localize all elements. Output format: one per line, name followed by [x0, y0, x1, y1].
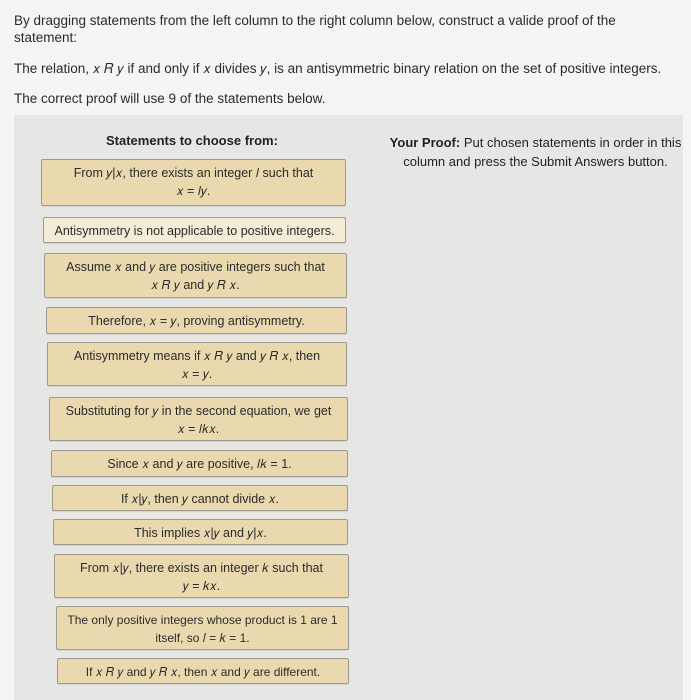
- statement-card[interactable]: [49, 397, 348, 441]
- statement-card[interactable]: [54, 554, 349, 598]
- statement-line: 𝑥 = 𝑙𝑘𝑥.: [177, 422, 220, 436]
- statement-card[interactable]: [56, 606, 349, 650]
- proof-heading-label: Your Proof:: [389, 135, 461, 150]
- statement-card[interactable]: [43, 217, 346, 243]
- statement-line: Substituting for 𝑦 in the second equation, we get: [65, 404, 332, 418]
- statement-line: 𝑦 = 𝑘𝑥.: [182, 579, 221, 593]
- statement-line: If 𝑥 𝑅 𝑦 and 𝑦 𝑅 𝑥, then 𝑥 and 𝑦 are different.: [85, 665, 321, 679]
- statement-card[interactable]: [51, 450, 348, 477]
- statement-card[interactable]: [44, 253, 347, 298]
- statement-line: Therefore, 𝑥 = 𝑦, proving antisymmetry.: [88, 314, 305, 328]
- statement-line: itself, so 𝑙 = 𝑘 = 1.: [155, 631, 250, 645]
- statement-card[interactable]: [57, 658, 349, 684]
- statement-line: The only positive integers whose product is 1 are 1: [67, 613, 338, 627]
- statement-line: Since 𝑥 and 𝑦 are positive, 𝑙𝑘 = 1.: [107, 457, 292, 471]
- instruction-line: By dragging statements from the left column to the right column below, construct a valide proof of the statement:: [14, 13, 616, 45]
- statement-line: 𝑥 = 𝑦.: [181, 367, 213, 381]
- proof-heading-instructions: Put chosen statements in order in this column and press the Submit Answers button.: [403, 135, 682, 169]
- statement-line: From 𝑦|𝑥, there exists an integer 𝑙 such that: [73, 166, 314, 180]
- statement-to-prove: The relation, 𝑥 𝑅 𝑦 if and only if 𝑥 divides 𝑦, is an antisymmetric binary relation on the set of positive integers.: [14, 61, 662, 76]
- statement-line: Antisymmetry is not applicable to positive integers.: [54, 224, 335, 238]
- proof-column-heading[interactable]: [388, 133, 683, 171]
- statement-card[interactable]: [46, 307, 347, 334]
- statement-card[interactable]: [41, 159, 346, 206]
- choose-column-heading: Statements to choose from:: [106, 133, 278, 148]
- statement-line: This implies 𝑥|𝑦 and 𝑦|𝑥.: [134, 526, 267, 540]
- statement-card[interactable]: [53, 519, 348, 545]
- statement-count-note: The correct proof will use 9 of the statements below.: [14, 91, 326, 106]
- statement-line: If 𝑥|𝑦, then 𝑦 cannot divide 𝑥.: [120, 492, 280, 506]
- statement-line: Antisymmetry means if 𝑥 𝑅 𝑦 and 𝑦 𝑅 𝑥, then: [73, 349, 321, 363]
- statement-card[interactable]: [47, 342, 347, 386]
- statement-line: 𝑥 𝑅 𝑦 and 𝑦 𝑅 𝑥.: [151, 278, 240, 292]
- statement-line: From 𝑥|𝑦, there exists an integer 𝑘 such that: [80, 561, 323, 575]
- instructions: [14, 12, 679, 121]
- statement-card[interactable]: [52, 485, 348, 511]
- statement-line: Assume 𝑥 and 𝑦 are positive integers such that: [66, 260, 325, 274]
- statement-line: 𝑥 = 𝑙𝑦.: [176, 184, 211, 198]
